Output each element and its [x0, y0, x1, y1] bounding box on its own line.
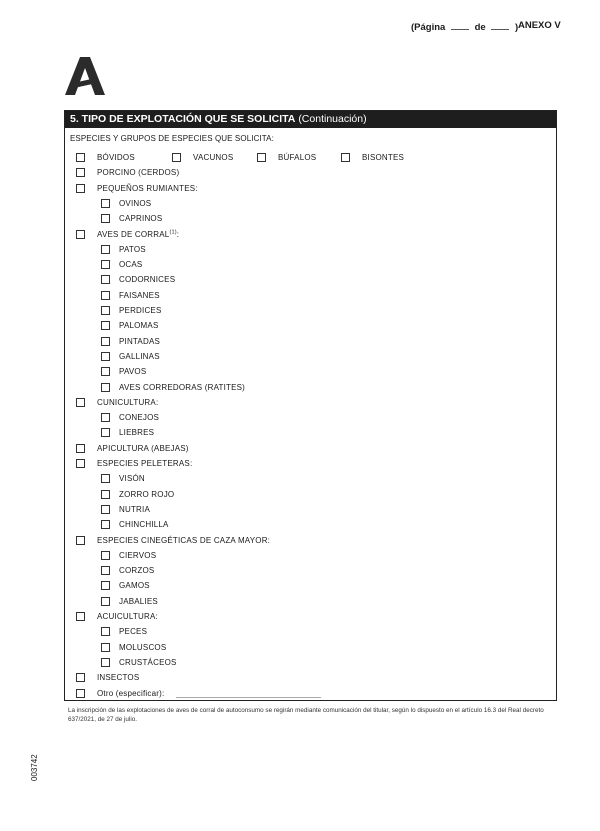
checkbox[interactable] — [101, 474, 110, 483]
species-label-text: ACUICULTURA: — [97, 612, 158, 621]
species-label — [97, 536, 270, 546]
checkbox[interactable] — [101, 627, 110, 636]
checkbox[interactable] — [101, 581, 110, 590]
species-label — [119, 474, 145, 484]
species-label — [119, 291, 160, 301]
section-title: 5. TIPO DE EXPLOTACIÓN QUE SE SOLICITA — [70, 113, 296, 125]
species-label-text: ESPECIES CINEGÉTICAS DE CAZA MAYOR: — [97, 535, 271, 545]
checkbox[interactable] — [101, 383, 110, 392]
species-label — [119, 214, 162, 224]
species-label — [119, 337, 160, 347]
checkbox[interactable] — [76, 459, 85, 468]
species-label — [119, 245, 146, 255]
species-label-text: PALOMAS — [119, 321, 159, 331]
species-label-text: OVINOS — [119, 198, 152, 208]
species-form — [64, 110, 557, 701]
species-label-text: PERDICES — [119, 306, 162, 315]
checkbox[interactable] — [101, 245, 110, 254]
footnote-marker: (1) — [169, 228, 177, 235]
species-label-text: APICULTURA (ABEJAS) — [97, 443, 189, 453]
species-label — [119, 520, 169, 530]
species-label-text: ZORRO ROJO — [119, 489, 175, 499]
species-label — [97, 459, 192, 469]
other-specify-input[interactable] — [176, 697, 321, 698]
species-label-text: CODORNICES — [119, 275, 176, 285]
species-label-text: GAMOS — [119, 581, 150, 591]
checkbox[interactable] — [76, 153, 85, 162]
checkbox[interactable] — [101, 275, 110, 284]
section-title-bar — [65, 111, 556, 128]
species-label: VACUNOS — [193, 153, 234, 162]
species-label — [119, 367, 146, 377]
species-label — [97, 168, 179, 178]
species-label-text: PINTADAS — [119, 336, 161, 346]
side-code: 003742 — [30, 754, 39, 781]
checkbox[interactable] — [101, 428, 110, 437]
checkbox[interactable] — [101, 597, 110, 606]
checkbox[interactable] — [101, 658, 110, 667]
species-label-text: CAPRINOS — [119, 214, 163, 224]
footnote: La inscripción de las explotaciones de aves de corral de autoconsumo se regirán mediante comunicación del titular, según lo dispuesto en el artículo 16.3 del Real decreto 637/2021, de 27 de julio. — [68, 707, 544, 723]
checkbox[interactable] — [257, 153, 266, 162]
species-label — [97, 230, 179, 240]
species-label — [119, 260, 142, 270]
species-label — [119, 551, 156, 561]
checkbox[interactable] — [101, 643, 110, 652]
species-label-text: CONEJOS — [119, 413, 160, 423]
species-label-text: AVES DE CORRAL — [97, 229, 170, 239]
junta-andalucia-a-logo — [64, 56, 106, 96]
checkbox[interactable] — [341, 153, 350, 162]
label-suffix: : — [176, 229, 180, 239]
checkbox[interactable] — [101, 490, 110, 499]
species-label — [97, 673, 139, 683]
checkbox[interactable] — [101, 352, 110, 361]
species-label — [119, 275, 175, 285]
checkbox[interactable] — [76, 673, 85, 682]
species-label: BÓVIDOS — [97, 153, 135, 162]
species-label — [119, 566, 154, 576]
species-label: BÚFALOS — [278, 153, 317, 162]
species-label-text: VISÓN — [119, 474, 145, 484]
species-label — [119, 581, 150, 591]
checkbox[interactable] — [101, 291, 110, 300]
species-label — [97, 612, 158, 622]
species-label-text: MOLUSCOS — [119, 642, 167, 652]
checkbox[interactable] — [101, 199, 110, 208]
species-label-text: FAISANES — [119, 290, 160, 300]
species-label — [97, 689, 164, 699]
species-label — [119, 306, 162, 316]
species-label-text: Otro (especificar): — [97, 688, 165, 698]
species-label-text: LIEBRES — [119, 428, 155, 438]
checkbox[interactable] — [101, 505, 110, 514]
checkbox[interactable] — [101, 214, 110, 223]
species-label — [119, 490, 174, 500]
species-label-text: GALLINAS — [119, 351, 160, 361]
page-total-blank[interactable] — [491, 20, 509, 30]
section-title-continuation: (Continuación) — [298, 113, 367, 125]
checkbox[interactable] — [76, 536, 85, 545]
checkbox[interactable] — [101, 566, 110, 575]
checkbox[interactable] — [101, 520, 110, 529]
checkbox[interactable] — [76, 168, 85, 177]
species-label-text: AVES CORREDORAS (RATITES) — [119, 382, 246, 392]
checkbox[interactable] — [76, 398, 85, 407]
species-label-text: NUTRIA — [119, 504, 150, 514]
species-label — [119, 352, 160, 362]
checkbox[interactable] — [101, 260, 110, 269]
checkbox[interactable] — [76, 230, 85, 239]
species-label — [119, 658, 177, 668]
page-de: de — [474, 22, 486, 33]
checkbox[interactable] — [101, 306, 110, 315]
checkbox[interactable] — [101, 551, 110, 560]
species-label-text: INSECTOS — [97, 673, 140, 683]
species-label — [119, 383, 245, 393]
species-label-text: PAVOS — [119, 367, 147, 377]
page-suffix: ) — [514, 22, 519, 33]
page-number-header — [411, 20, 518, 33]
page-number-blank[interactable] — [451, 20, 469, 30]
species-label — [119, 413, 159, 423]
species-label — [119, 505, 150, 515]
species-label — [119, 597, 158, 607]
species-label-text: CHINCHILLA — [119, 520, 169, 530]
annex-label: ANEXO V — [518, 20, 561, 31]
checkbox[interactable] — [101, 367, 110, 376]
species-label-text: PORCINO (CERDOS) — [97, 168, 180, 178]
species-label-text: PECES — [119, 627, 148, 637]
checkbox[interactable] — [76, 444, 85, 453]
species-label — [119, 627, 147, 637]
checkbox[interactable] — [101, 413, 110, 422]
checkbox[interactable] — [76, 184, 85, 193]
species-label — [119, 428, 154, 438]
checkbox[interactable] — [101, 321, 110, 330]
species-subheading: ESPECIES Y GRUPOS DE ESPECIES QUE SOLICITA: — [70, 134, 274, 143]
species-label: BISONTES — [362, 153, 405, 162]
species-label-text: PATOS — [119, 244, 146, 254]
species-label-text: PEQUEÑOS RUMIANTES: — [97, 183, 198, 193]
checkbox[interactable] — [101, 337, 110, 346]
species-label — [97, 184, 198, 194]
species-label — [119, 321, 159, 331]
species-label — [97, 398, 158, 408]
checkbox[interactable] — [172, 153, 181, 162]
species-label-text: CRUSTÁCEOS — [119, 657, 177, 667]
species-label — [119, 199, 151, 209]
checkbox[interactable] — [76, 689, 85, 698]
species-label-text: OCAS — [119, 260, 143, 270]
species-label — [119, 643, 166, 653]
checkbox[interactable] — [76, 612, 85, 621]
page-prefix: (Página — [411, 22, 446, 33]
species-label-text: JABALIES — [119, 596, 158, 606]
species-label-text: CORZOS — [119, 566, 155, 576]
species-label-text: CIERVOS — [119, 550, 157, 560]
species-label-text: ESPECIES PELETERAS: — [97, 459, 193, 468]
species-label-text: CUNICULTURA: — [97, 397, 159, 407]
species-label — [97, 444, 189, 454]
